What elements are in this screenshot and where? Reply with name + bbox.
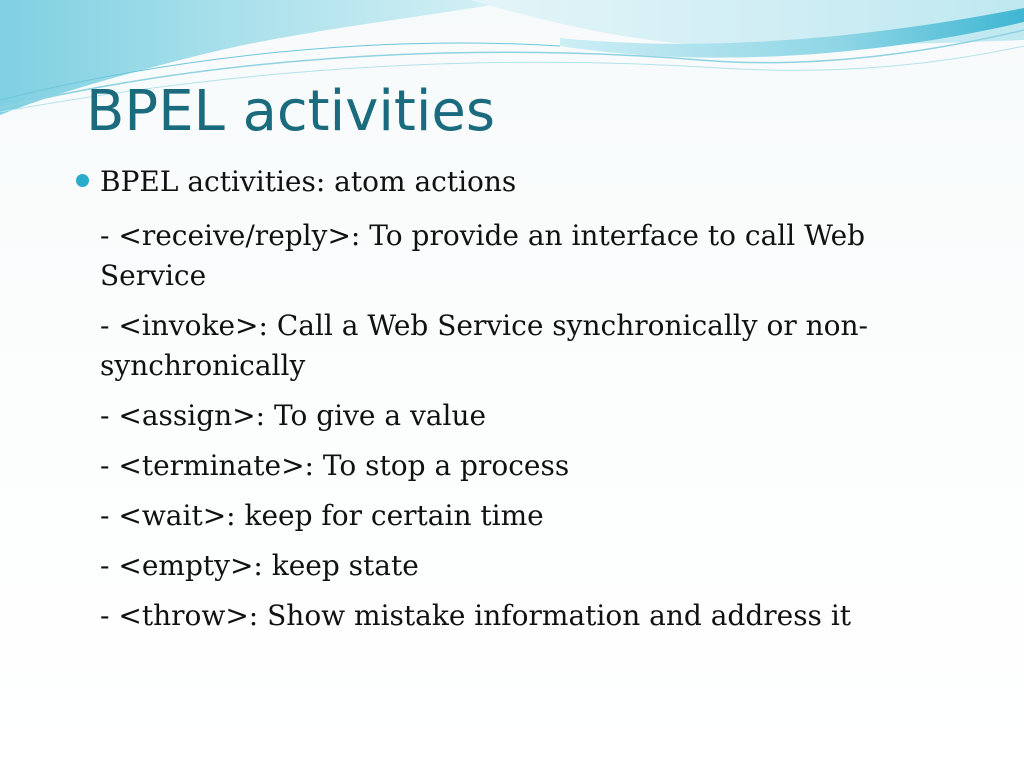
slide-content xyxy=(100,162,900,646)
bullet-item xyxy=(100,162,900,202)
sub-item-receive-reply: - <receive/reply>: To provide an interface to call Web Service xyxy=(100,219,866,292)
bullet-dot-icon xyxy=(76,174,89,187)
sub-item-assign: - <assign>: To give a value xyxy=(100,399,487,432)
bullet-text: BPEL activities: atom actions xyxy=(100,165,517,198)
sub-item-invoke: - <invoke>: Call a Web Service synchronically or non-synchronically xyxy=(100,309,868,382)
sub-item-throw: - <throw>: Show mistake information and address it xyxy=(100,599,852,632)
sub-item-wait: - <wait>: keep for certain time xyxy=(100,499,544,532)
sub-item-terminate: - <terminate>: To stop a process xyxy=(100,449,570,482)
sub-item-empty: - <empty>: keep state xyxy=(100,549,419,582)
slide-title: BPEL activities xyxy=(86,79,496,144)
